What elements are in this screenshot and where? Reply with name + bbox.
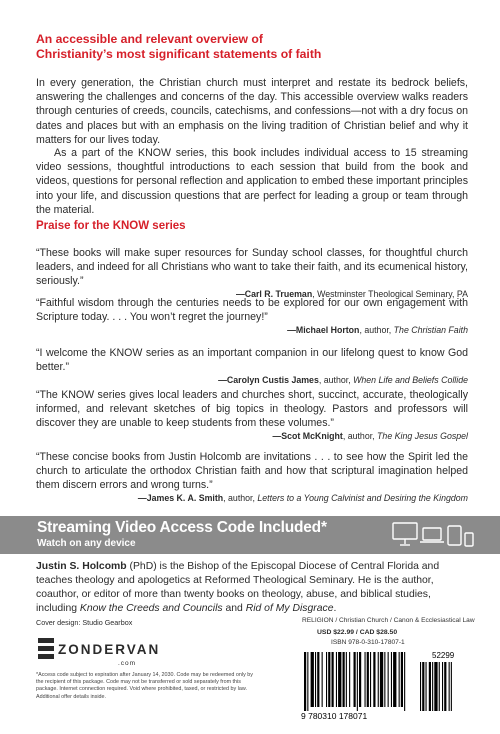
praise-quote	[36, 450, 468, 504]
quote-author: —Scot McKnight	[272, 431, 343, 441]
bio-book-2: Rid of My Disgrace	[245, 603, 334, 614]
phone-icon	[465, 533, 473, 546]
quote-text: “I welcome the KNOW series as an important companion in our lifelong quest to know God better.”	[36, 347, 468, 373]
barcode-addon-digits: 52299	[432, 651, 455, 660]
banner-subtitle: Watch on any device	[37, 538, 136, 549]
description-paragraph-1: In every generation, the Christian church must interpret and restate its bedrock beliefs, answering the challenges and concerns of the day. This accessible overview walks readers through centuries of creeds, councils, catechisms, and confessions—not with a dry focus on dates and places but with an emphasis on the living tradition of Christian belief and why it matters for our lives today.	[36, 77, 468, 146]
quote-work: The Christian Faith	[393, 325, 468, 335]
quote-text: “These books will make super resources for Sunday school classes, for thoughtful church leaders, and indeed for all Christians who want to take their faith, and its ecumenical history, seriously.”	[36, 247, 468, 287]
barcode-bar	[373, 652, 375, 707]
barcode-addon-bar	[449, 662, 450, 711]
praise-quote	[36, 388, 468, 442]
streaming-video-banner	[0, 516, 500, 554]
author-bio	[36, 560, 468, 616]
bio-book-1: Know the Creeds and Councils	[79, 603, 223, 614]
barcode-addon-bar	[444, 662, 446, 711]
quote-role: , author,	[342, 431, 378, 441]
barcode-bar	[307, 652, 308, 711]
barcode-main-digits: 9 780310 178071	[301, 711, 368, 721]
barcode-bar	[359, 652, 361, 707]
quote-work: When Life and Beliefs Collide	[353, 375, 468, 385]
barcode-bar	[384, 652, 385, 707]
barcode-bar	[365, 652, 366, 707]
quote-attribution	[36, 430, 468, 442]
barcode-bar	[370, 652, 371, 707]
quote-work: The King Jesus Gospel	[377, 431, 468, 441]
bio-text: .	[333, 603, 337, 614]
barcode-bar	[346, 652, 347, 707]
author-name: Justin S. Holcomb	[36, 561, 127, 572]
quote-author: —Carolyn Custis James	[218, 375, 319, 385]
quote-role: , author,	[318, 375, 354, 385]
praise-quote	[36, 346, 468, 386]
barcode-bar	[354, 652, 356, 707]
barcode-bar	[332, 652, 334, 707]
barcode-bar	[328, 652, 330, 707]
barcode-bar	[349, 652, 350, 707]
quote-work: Letters to a Young Calvinist and Desiring the Kingdom	[257, 493, 468, 503]
barcode-bar	[304, 652, 306, 711]
barcode-addon-bar	[422, 662, 424, 711]
quote-attribution	[36, 374, 468, 386]
quote-attribution	[36, 492, 468, 504]
praise-title: Praise for the KNOW series	[36, 220, 186, 232]
barcode-bar	[357, 652, 358, 711]
monitor-icon	[393, 523, 417, 545]
barcode-bar	[401, 652, 403, 707]
barcode-bar	[343, 652, 345, 707]
quote-author: —Michael Horton	[287, 325, 360, 335]
barcode-bar	[378, 652, 379, 707]
bio-text: (PhD) is the Bishop of the Episcopal Diocese of Central Florida and teaches theology and apologetics at Reformed Theological Seminary. He is the author, coauthor, or editor of more than twenty books on theology, abuse, and biblical studies, including	[36, 561, 440, 614]
barcode-addon-bar	[442, 662, 443, 711]
barcode-addon-bar	[432, 662, 433, 711]
tablet-icon	[448, 526, 461, 545]
barcode-bar	[399, 652, 400, 707]
praise-quote	[36, 296, 468, 336]
barcode-bar	[393, 652, 396, 707]
barcode-bar	[367, 652, 369, 707]
cover-headline	[36, 32, 466, 62]
barcode-addon-bar	[439, 662, 440, 711]
quote-attribution	[36, 324, 468, 336]
quote-text: “Faithful wisdom through the centuries needs to be explored for our own engagement with Scripture today. . . . You won’t regret the journey!”	[36, 297, 468, 323]
bisac-category: RELIGION / Christian Church / Canon & Ecclesiastical Law	[302, 617, 475, 624]
banner-title: Streaming Video Access Code Included*	[37, 519, 327, 536]
laptop-icon	[420, 528, 444, 542]
quote-text: “These concise books from Justin Holcomb are invitations . . . to see how the Spirit led the church to articulate the orthodox Christian faith and how that scriptural imagination helped them discern errors and wrong turns.”	[36, 451, 468, 491]
cover-design-credit: Cover design: Studio Gearbox	[36, 618, 133, 627]
barcode-addon-bar	[451, 662, 452, 711]
barcode-bar	[315, 652, 316, 707]
barcode-addon-bar	[429, 662, 431, 711]
zondervan-logo-icon	[36, 636, 56, 662]
quote-author: —Carl R. Trueman	[235, 289, 313, 299]
barcode-addon-bar	[420, 662, 421, 711]
barcode-bar	[391, 652, 392, 707]
barcode-bar	[322, 652, 323, 707]
publisher-name: ZONDERVAN	[58, 642, 161, 657]
barcode-bar	[338, 652, 341, 707]
barcode-bar	[311, 652, 314, 707]
quote-role: , author,	[223, 493, 258, 503]
barcode-icon	[292, 648, 460, 722]
access-code-disclaimer: *Access code subject to expiration after January 14, 2030. Code may be redeemed only by the recipient of this package. Code may not be transferred or sold separately from this package. Internet connection required. Void where prohibited, taxed, or restricted by law. Additional offer details inside.	[36, 672, 253, 700]
barcode-bar	[404, 652, 405, 711]
barcode-bar	[388, 652, 389, 707]
publisher-suffix: .com	[118, 660, 137, 667]
device-icons	[392, 521, 476, 551]
barcode-bar	[380, 652, 383, 707]
praise-quote	[36, 246, 468, 300]
barcode-addon-bar	[426, 662, 427, 711]
quote-author: —James K. A. Smith	[137, 493, 224, 503]
quote-role: , Westminster Theological Seminary, PA	[312, 289, 468, 299]
bio-text: and	[222, 603, 246, 614]
barcode-bar	[317, 652, 319, 707]
barcode-bar	[336, 652, 337, 707]
barcode-bar	[326, 652, 327, 707]
price: USD $22.99 / CAD $28.50	[317, 629, 398, 636]
quote-role: , author,	[359, 325, 394, 335]
barcode-addon-bar	[434, 662, 437, 711]
headline-line-2: Christianity’s most significant statements of faith	[36, 47, 322, 61]
isbn: ISBN 978-0-310-17807-1	[331, 639, 405, 646]
quote-text: “The KNOW series gives local leaders and churches short, succinct, accurate, theologically informed, and relevant sketches of big topics in theology. Pastors and professors will discover they are unable to keep students from these volumes.”	[36, 389, 468, 429]
headline-line-1: An accessible and relevant overview of	[36, 32, 263, 46]
barcode	[292, 648, 460, 722]
description-paragraph-2: As a part of the KNOW series, this book includes individual access to 15 streaming video sessions, thoughtful introductions to each session that build from the book and videos, questions for personal reflection and application to embed these important principles into your life, and discussion questions that are perfect for leading a group or team through the material.	[36, 147, 468, 216]
